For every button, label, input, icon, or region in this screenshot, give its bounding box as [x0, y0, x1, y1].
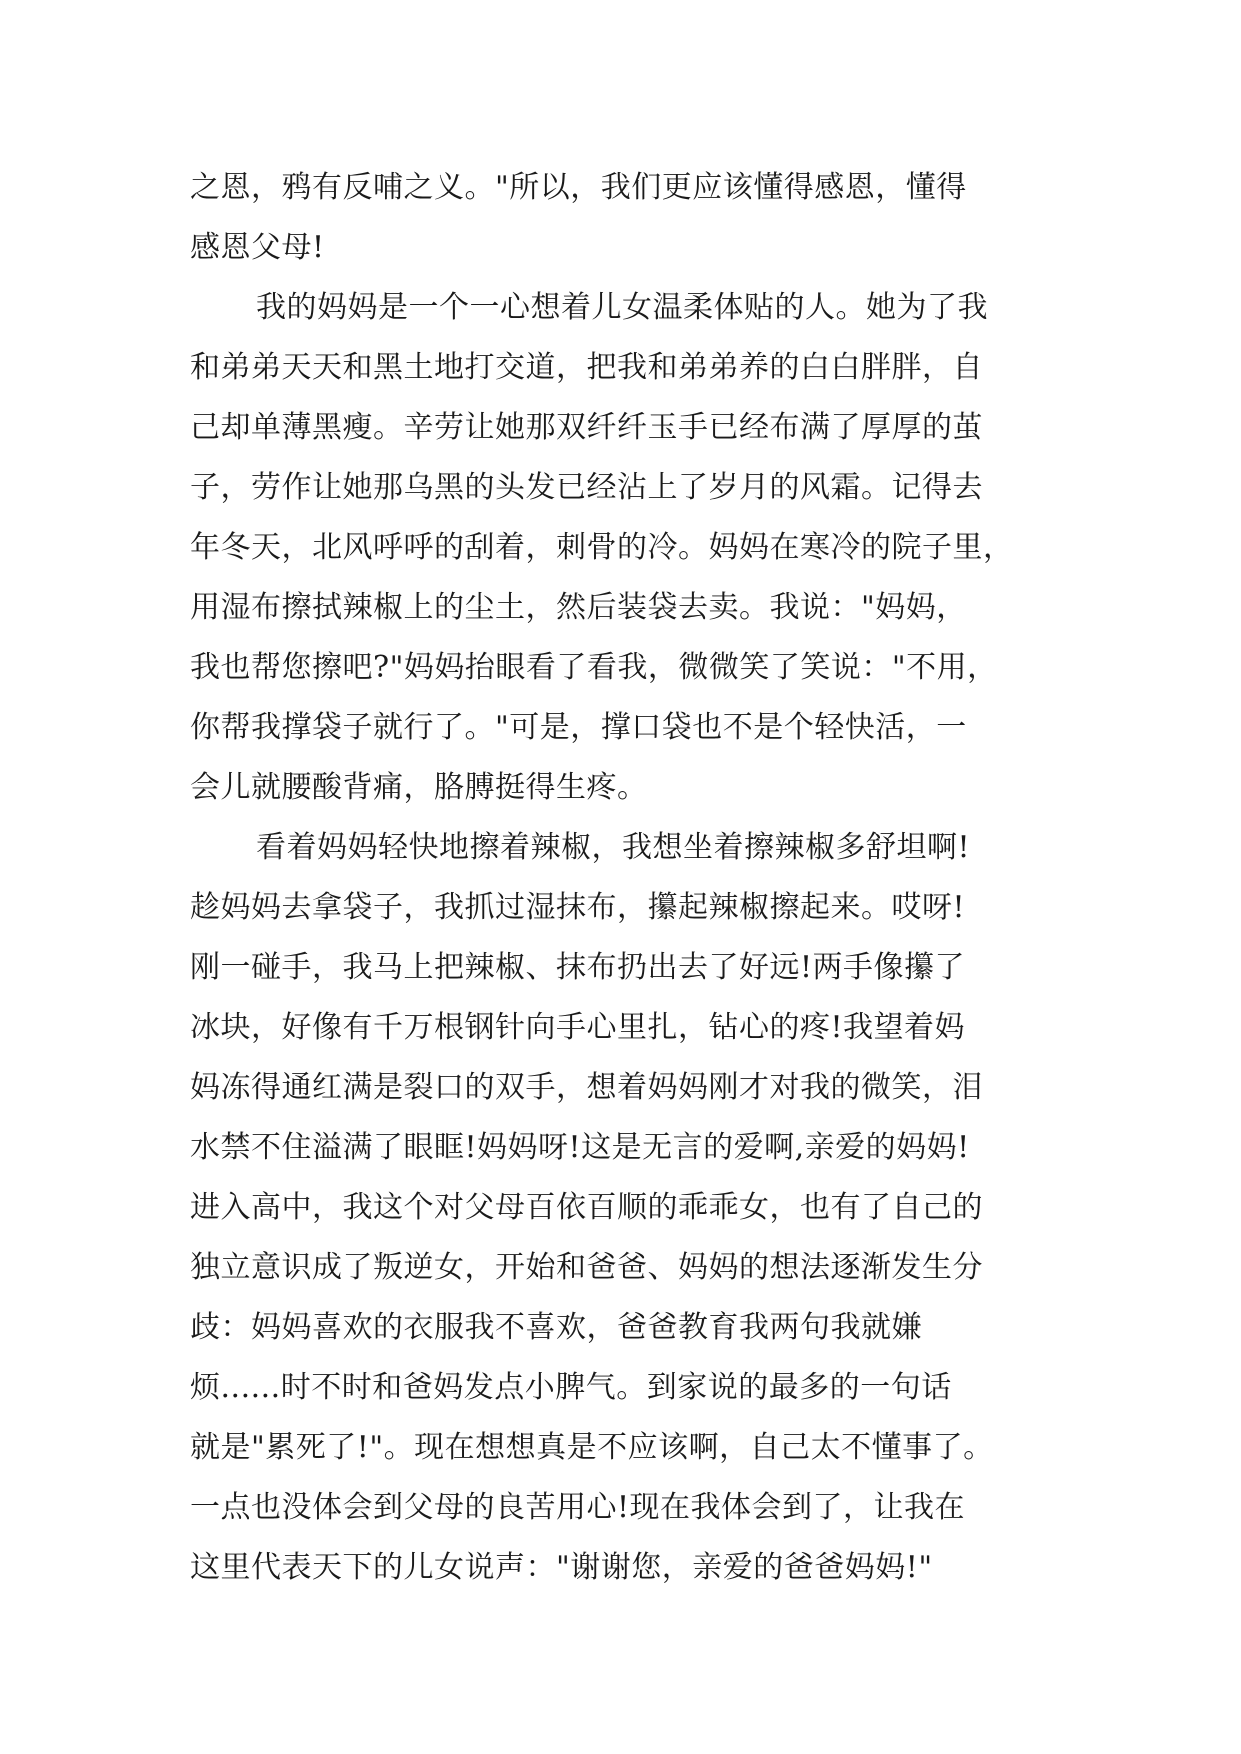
text-line: 刚一碰手，我马上把辣椒、抹布扔出去了好远!两手像攥了 [190, 950, 966, 985]
text-line: 歧：妈妈喜欢的衣服我不喜欢，爸爸教育我两句我就嫌 [190, 1310, 922, 1345]
text-line: 会儿就腰酸背痛，胳膊挺得生疼。 [190, 770, 648, 805]
text-line: 这里代表天下的儿女说声："谢谢您，亲爱的爸爸妈妈!" [190, 1550, 933, 1585]
text-line: 和弟弟天天和黑土地打交道，把我和弟弟养的白白胖胖，自 [190, 350, 983, 385]
text-line: 冰块，好像有千万根钢针向手心里扎，钻心的疼!我望着妈 [190, 1010, 966, 1045]
paragraph-start-line: 我的妈妈是一个一心想着儿女温柔体贴的人。她为了我 [256, 290, 988, 325]
text-line: 趁妈妈去拿袋子，我抓过湿抹布，攥起辣椒擦起来。哎呀! [190, 890, 966, 925]
text-line: 己却单薄黑瘦。辛劳让她那双纤纤玉手已经布满了厚厚的茧 [190, 410, 983, 445]
text-line: 之恩，鸦有反哺之义。"所以，我们更应该懂得感恩，懂得 [190, 170, 967, 205]
text-line: 妈冻得通红满是裂口的双手，想着妈妈刚才对我的微笑，泪 [190, 1070, 983, 1105]
text-line: 感恩父母! [190, 230, 325, 265]
text-line: 水禁不住溢满了眼眶!妈妈呀!这是无言的爱啊,亲爱的妈妈! [190, 1130, 970, 1165]
text-line: 我也帮您擦吧?"妈妈抬眼看了看我，微微笑了笑说："不用， [190, 650, 998, 685]
text-line: 用湿布擦拭辣椒上的尘土，然后装袋去卖。我说："妈妈， [190, 590, 967, 625]
text-line: 独立意识成了叛逆女，开始和爸爸、妈妈的想法逐渐发生分 [190, 1250, 983, 1285]
text-line: 烦......时不时和爸妈发点小脾气。到家说的最多的一句话 [190, 1370, 952, 1405]
text-line: 年冬天，北风呼呼的刮着，刺骨的冷。妈妈在寒冷的院子里， [190, 530, 1014, 565]
text-line: 你帮我撑袋子就行了。"可是，撑口袋也不是个轻快活，一 [190, 710, 967, 745]
text-line: 一点也没体会到父母的良苦用心!现在我体会到了，让我在 [190, 1490, 966, 1525]
text-line: 子，劳作让她那乌黑的头发已经沾上了岁月的风霜。记得去 [190, 470, 983, 505]
paragraph-start-line: 看着妈妈轻快地擦着辣椒，我想坐着擦辣椒多舒坦啊! [256, 830, 971, 865]
text-line: 就是"累死了!"。现在想想真是不应该啊，自己太不懂事了。 [190, 1430, 994, 1465]
body-text [190, 158, 1090, 1598]
text-line: 进入高中，我这个对父母百依百顺的乖乖女，也有了自己的 [190, 1190, 983, 1225]
